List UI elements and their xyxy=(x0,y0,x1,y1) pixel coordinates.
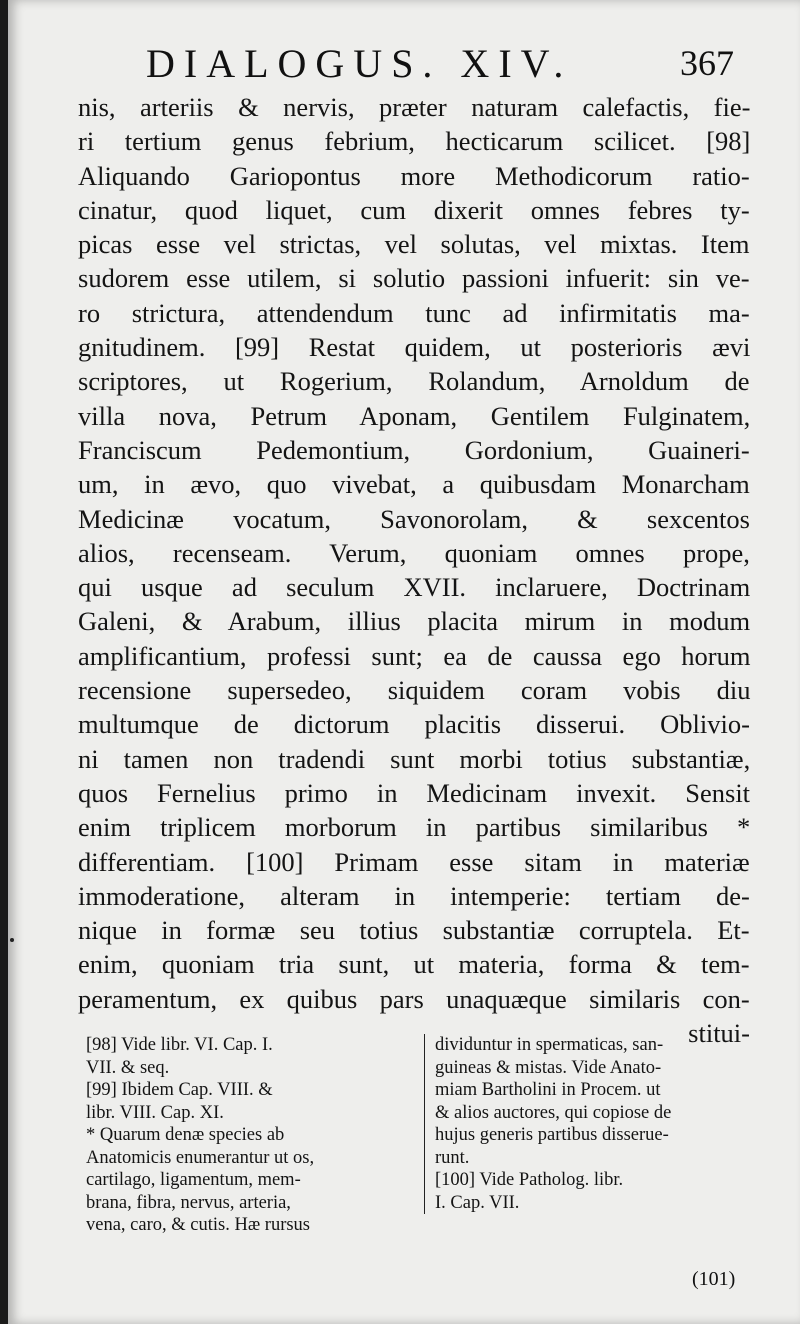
text-line: ro strictura, attendendum tunc ad infirmitatis ma- xyxy=(78,297,750,328)
footnote-line: [98] Vide libr. VI. Cap. I. xyxy=(86,1035,273,1055)
margin-dot xyxy=(10,938,14,942)
page-header xyxy=(8,40,800,88)
text-line: ni tamen non tradendi sunt morbi totius substantiæ, xyxy=(78,743,751,774)
footnote-line: VII. & seq. xyxy=(86,1057,170,1078)
footnotes-left-column xyxy=(86,1034,416,1237)
text-line: Medicinæ vocatum, Savonorolam, & sexcentos xyxy=(78,503,750,534)
text-line: peramentum, ex quibus pars unaquæque similaris con- xyxy=(78,983,750,1014)
text-line: gnitudinem. [99] Restat quidem, ut posterioris ævi xyxy=(78,332,751,363)
text-line: picas esse vel strictas, vel solutas, vel mixtas. Item xyxy=(78,229,750,260)
footnote-line: brana, fibra, nervus, arteria, xyxy=(86,1192,291,1213)
text-line: cinatur, quod liquet, cum dixerit omnes febres ty- xyxy=(78,194,750,225)
footnote-line: cartilago, ligamentum, mem- xyxy=(86,1170,301,1190)
text-line: um, in ævo, quo vivebat, a quibusdam Monarcham xyxy=(78,469,750,500)
footnote-line: dividuntur in spermaticas, san- xyxy=(435,1035,664,1055)
text-line: enim, quoniam tria sunt, ut materia, forma & tem- xyxy=(78,949,750,980)
text-line: quos Fernelius primo in Medicinam invexit. Sensit xyxy=(78,777,751,808)
footnote-line: * Quarum denæ species ab xyxy=(86,1125,285,1145)
text-line: sudorem esse utilem, si solutio passioni infuerit: sin ve- xyxy=(78,263,750,294)
text-line: Franciscum Pedemontium, Gordonium, Guaineri- xyxy=(78,434,750,465)
text-line: Galeni, & Arabum, illius placita mirum in modum xyxy=(78,606,751,637)
text-line: villa nova, Petrum Aponam, Gentilem Fulginatem, xyxy=(78,400,751,431)
text-line: nis, arteriis & nervis, præter naturam calefactis, fie- xyxy=(78,92,751,122)
running-title: DIALOGUS. XIV. xyxy=(146,41,573,86)
text-line: ri tertium genus febrium, hecticarum scilicet. [98] xyxy=(78,126,751,157)
text-line: multumque de dictorum placitis disserui. Oblivio- xyxy=(78,709,750,740)
text-line: Aliquando Gariopontus more Methodicorum ratio- xyxy=(78,160,750,191)
footnote-line: I. Cap. VII. xyxy=(435,1192,520,1213)
page-number: 367 xyxy=(680,43,734,83)
footnotes xyxy=(8,1034,800,1264)
main-text xyxy=(78,90,750,1050)
text-line: scriptores, ut Rogerium, Rolandum, Arnoldum de xyxy=(78,366,750,397)
footnote-line: libr. VIII. Cap. XI. xyxy=(86,1102,224,1123)
book-page xyxy=(8,0,800,1324)
footnote-line: hujus generis partibus disserue- xyxy=(435,1125,669,1145)
text-line: qui usque ad seculum XVII. inclaruere, Doctrinam xyxy=(78,572,751,603)
footnote-line: & alios auctores, qui copiose de xyxy=(435,1102,672,1123)
footnote-line: miam Bartholini in Procem. ut xyxy=(435,1080,661,1100)
footnote-line: [99] Ibidem Cap. VIII. & xyxy=(86,1080,273,1100)
text-line: recensione supersedeo, siquidem coram vobis diu xyxy=(78,675,751,706)
text-line: alios, recenseam. Verum, quoniam omnes prope, xyxy=(78,537,750,568)
footnote-line: [100] Vide Patholog. libr. xyxy=(435,1170,624,1190)
text-line: immoderatione, alteram in intemperie: tertiam de- xyxy=(78,880,750,911)
footnote-line: Anatomicis enumerantur ut os, xyxy=(86,1147,315,1168)
signature-mark: (101) xyxy=(692,1268,736,1290)
text-line: amplificantium, professi sunt; ea de caussa ego horum xyxy=(78,640,751,671)
footnote-line: guineas & mistas. Vide Anato- xyxy=(435,1057,662,1078)
footnote-line: vena, caro, & cutis. Hæ rursus xyxy=(86,1215,311,1235)
text-line: nique in formæ seu totius substantiæ corruptela. Et- xyxy=(78,915,750,946)
text-line: differentiam. [100] Primam esse sitam in materiæ xyxy=(78,846,750,877)
text-line: enim triplicem morborum in partibus similaribus * xyxy=(78,812,751,843)
catchword: stitui- xyxy=(688,1018,750,1049)
footnotes-right-column xyxy=(424,1034,765,1214)
footnote-line: runt. xyxy=(435,1147,470,1168)
